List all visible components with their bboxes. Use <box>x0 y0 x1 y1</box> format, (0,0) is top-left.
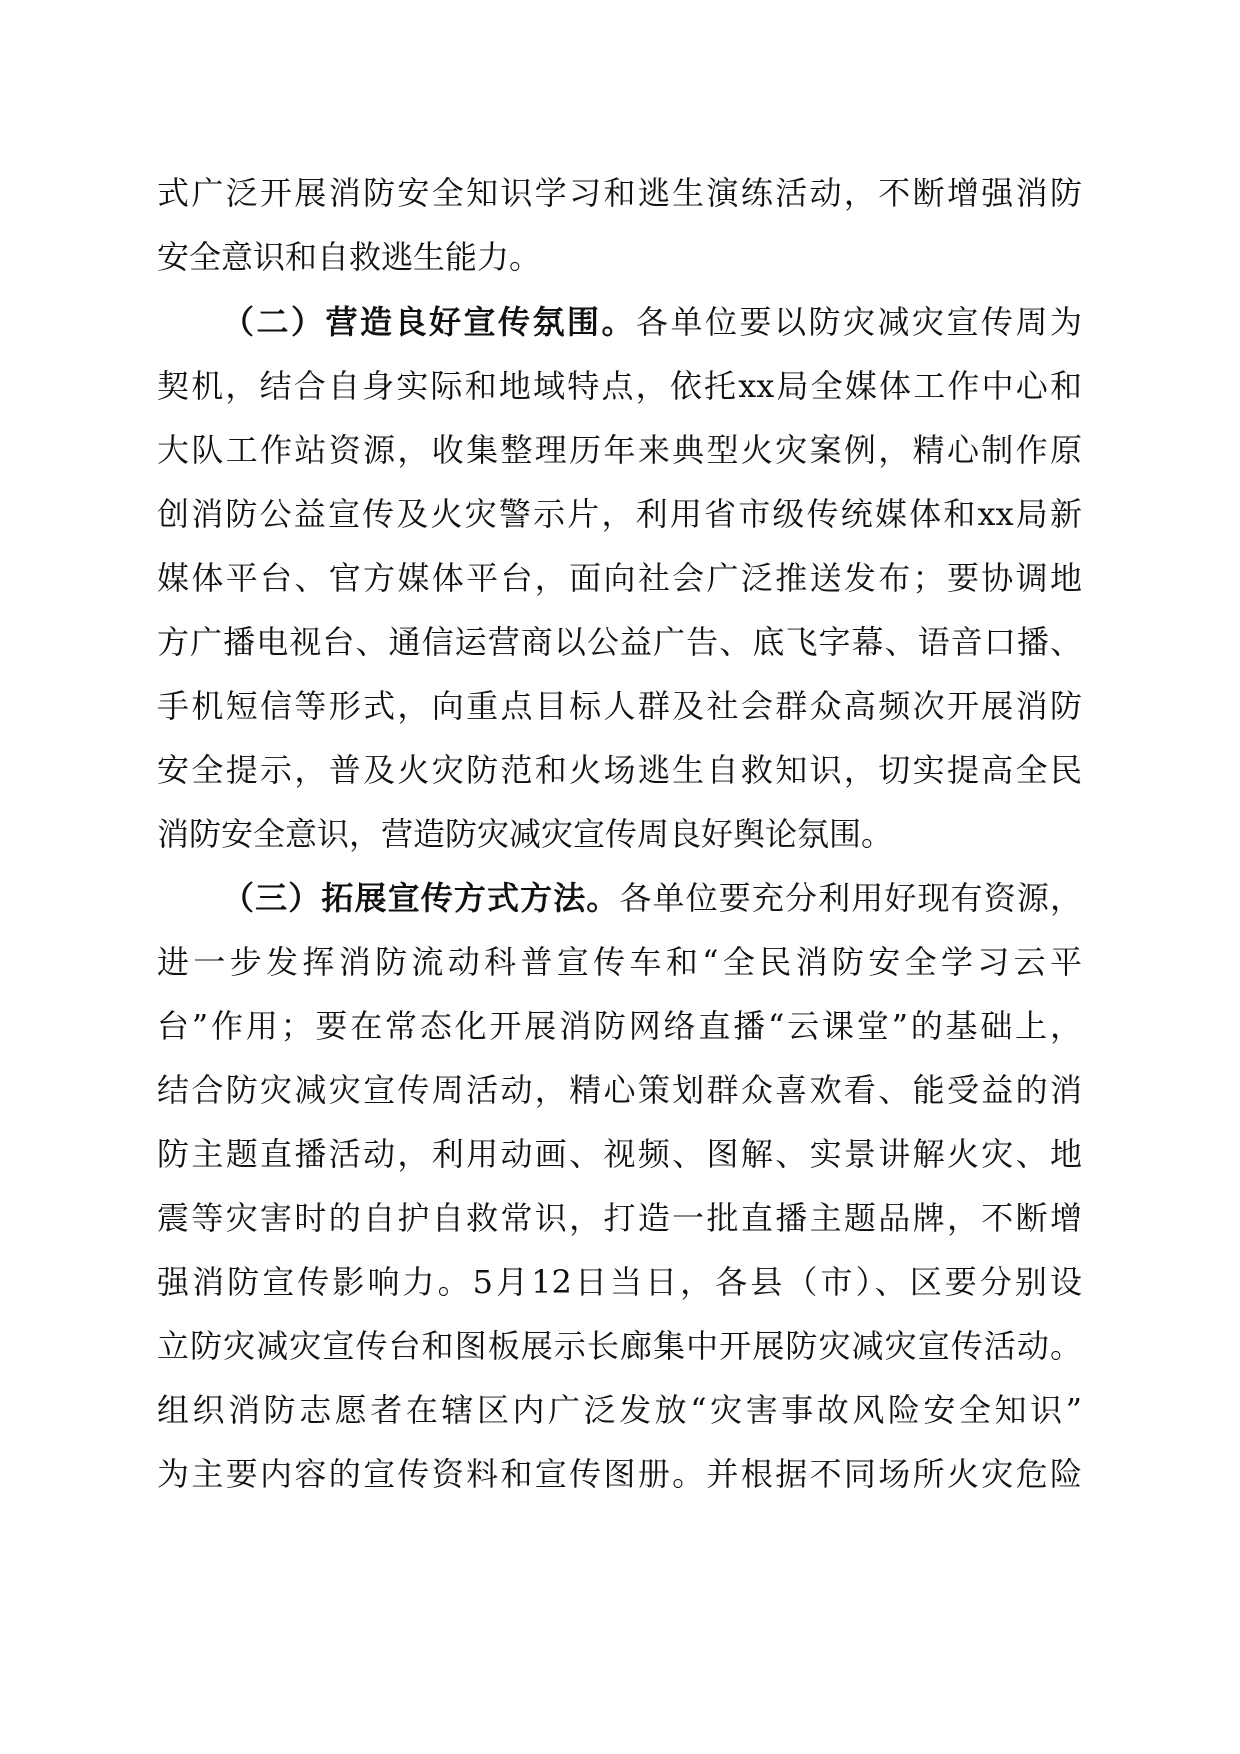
document-page <box>157 0 1082 1754</box>
paragraph-3-line-5: 防主题直播活动，利用动画、视频、图解、实景讲解火灾、地 <box>157 1135 1082 1173</box>
section-2-heading: （二）营造良好宣传氛围。 <box>222 303 636 341</box>
paragraph-3-line-1 <box>222 866 1082 930</box>
paragraph-2-line-2: 契机，结合自身实际和地域特点，依托xx局全媒体工作中心和 <box>157 367 1082 405</box>
paragraph-2-first-text: 各单位要以防灾减灾宣传周为 <box>636 303 1082 341</box>
paragraph-2-line-5: 媒体平台、官方媒体平台，面向社会广泛推送发布；要协调地 <box>157 559 1082 597</box>
paragraph-2-line-1 <box>222 290 1082 354</box>
paragraph-2-line-9: 消防安全意识，营造防灾减灾宣传周良好舆论氛围。 <box>157 815 894 853</box>
paragraph-3-line-7: 强消防宣传影响力。5月12日当日，各县（市）、区要分别设 <box>157 1263 1082 1301</box>
paragraph-3-line-4: 结合防灾减灾宣传周活动，精心策划群众喜欢看、能受益的消 <box>157 1071 1082 1109</box>
paragraph-2-line-6: 方广播电视台、通信运营商以公益广告、底飞字幕、语音口播、 <box>157 623 1082 661</box>
paragraph-3-line-10: 为主要内容的宣传资料和宣传图册。并根据不同场所火灾危险 <box>157 1455 1082 1493</box>
paragraph-2-line-7: 手机短信等形式，向重点目标人群及社会群众高频次开展消防 <box>157 687 1082 725</box>
paragraph-3-line-3: 台”作用；要在常态化开展消防网络直播“云课堂”的基础上， <box>157 1007 1082 1045</box>
paragraph-3-line-9: 组织消防志愿者在辖区内广泛发放“灾害事故风险安全知识” <box>157 1391 1082 1429</box>
paragraph-3-line-2: 进一步发挥消防流动科普宣传车和“全民消防安全学习云平 <box>157 943 1082 981</box>
paragraph-2-line-8: 安全提示，普及火灾防范和火场逃生自救知识，切实提高全民 <box>157 751 1082 789</box>
paragraph-3-line-6: 震等灾害时的自护自救常识，打造一批直播主题品牌，不断增 <box>157 1199 1082 1237</box>
section-3-heading: （三）拓展宣传方式方法。 <box>222 879 620 917</box>
paragraph-3-line-8: 立防灾减灾宣传台和图板展示长廊集中开展防灾减灾宣传活动。 <box>157 1327 1082 1365</box>
paragraph-1-line-1: 式广泛开展消防安全知识学习和逃生演练活动，不断增强消防 <box>157 174 1082 212</box>
paragraph-3-first-text: 各单位要充分利用好现有资源， <box>619 879 1082 917</box>
paragraph-2-line-4: 创消防公益宣传及火灾警示片，利用省市级传统媒体和xx局新 <box>157 495 1082 533</box>
paragraph-1-line-2: 安全意识和自救逃生能力。 <box>157 238 542 276</box>
paragraph-2-line-3: 大队工作站资源，收集整理历年来典型火灾案例，精心制作原 <box>157 431 1082 469</box>
